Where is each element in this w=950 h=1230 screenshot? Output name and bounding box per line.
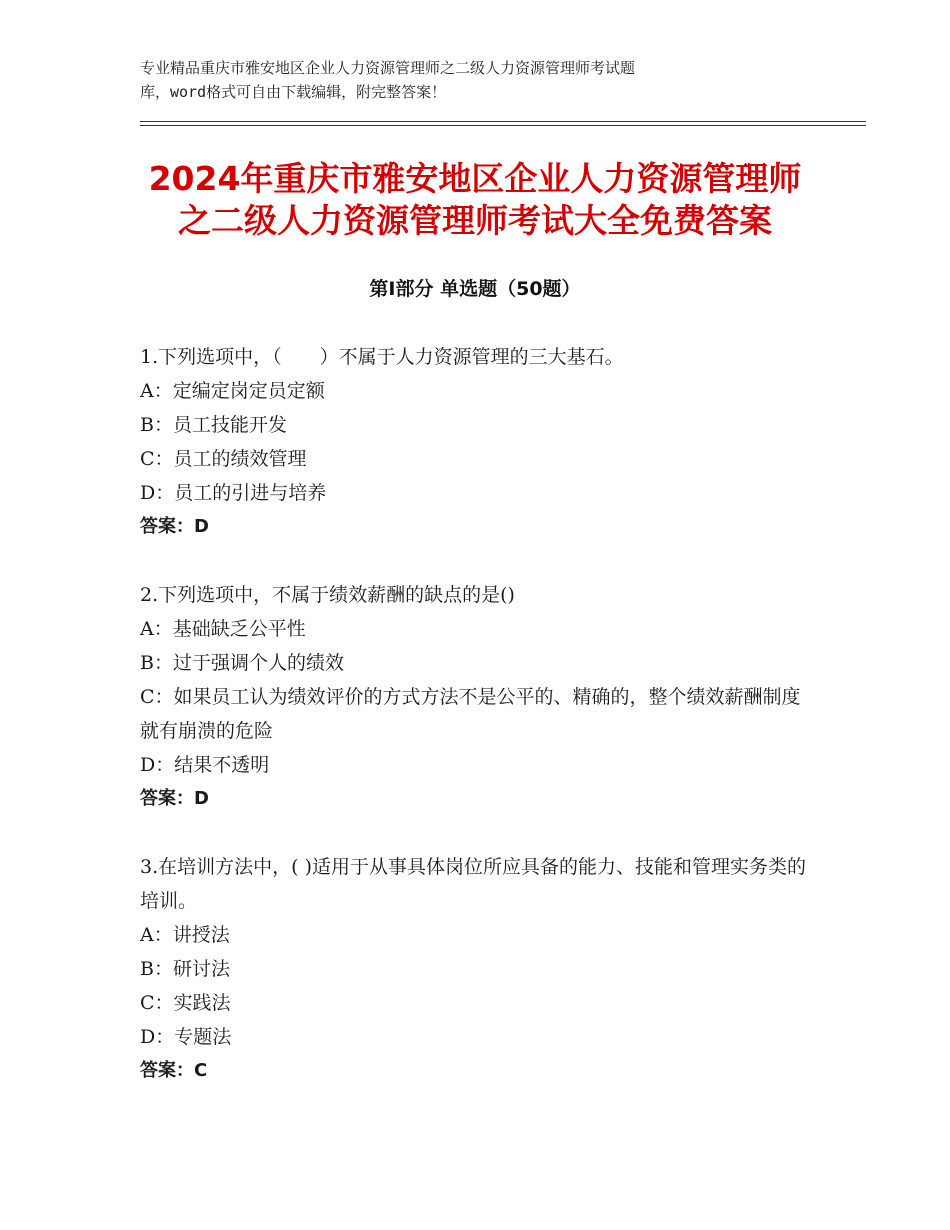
header-note <box>140 56 820 104</box>
page-title-line-1: 2024年重庆市雅安地区企业人力资源管理师 <box>148 159 802 198</box>
section-heading: 第Ⅰ部分 单选题（50题） <box>369 278 581 300</box>
option-c: C：员工的绩效管理 <box>140 448 307 470</box>
page-title <box>100 158 850 242</box>
question-3 <box>140 850 812 1088</box>
question-stem: 1.下列选项中，（ ）不属于人力资源管理的三大基石。 <box>140 346 624 368</box>
page-title-line-2: 之二级人力资源管理师考试大全免费答案 <box>178 201 772 240</box>
option-d: D：结果不透明 <box>140 754 270 776</box>
question-list <box>140 340 812 1122</box>
question-stem: 3.在培训方法中，( )适用于从事具体岗位所应具备的能力、技能和管理实务类的培训。 <box>140 856 806 912</box>
answer-label: 答案：D <box>140 788 209 809</box>
answer-label: 答案：C <box>140 1060 208 1081</box>
header-divider-top <box>140 121 866 122</box>
option-b: B：过于强调个人的绩效 <box>140 652 344 674</box>
question-stem: 2.下列选项中，不属于绩效薪酬的缺点的是() <box>140 584 515 606</box>
header-divider-bottom <box>140 125 866 126</box>
option-d: D：专题法 <box>140 1026 232 1048</box>
option-b: B：研讨法 <box>140 958 230 980</box>
option-a: A：讲授法 <box>140 924 230 946</box>
question-1 <box>140 340 812 544</box>
answer-label: 答案：D <box>140 516 209 537</box>
header-note-line-2: 库，word格式可自由下载编辑，附完整答案！ <box>140 83 447 101</box>
option-a: A：定编定岗定员定额 <box>140 380 325 402</box>
option-a: A：基础缺乏公平性 <box>140 618 306 640</box>
header-note-line-1: 专业精品重庆市雅安地区企业人力资源管理师之二级人力资源管理师考试题 <box>140 59 636 77</box>
option-c: C：实践法 <box>140 992 231 1014</box>
question-2 <box>140 578 812 816</box>
option-b: B：员工技能开发 <box>140 414 287 436</box>
option-c: C：如果员工认为绩效评价的方式方法不是公平的、精确的，整个绩效薪酬制度就有崩溃的危险 <box>140 686 801 742</box>
option-d: D：员工的引进与培养 <box>140 482 327 504</box>
